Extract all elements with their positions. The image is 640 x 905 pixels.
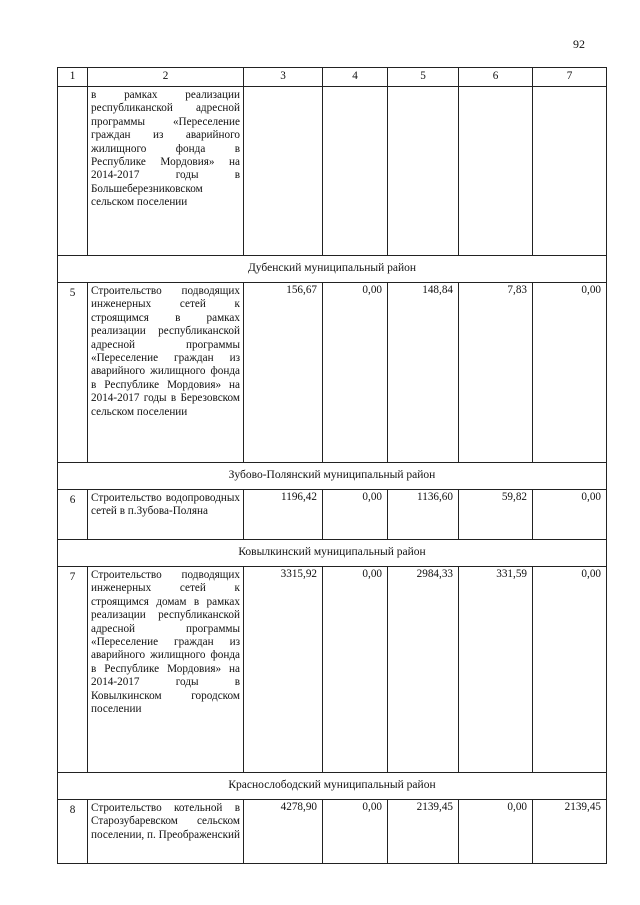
value-cell: 2139,45 bbox=[388, 800, 459, 864]
value-cell: 0,00 bbox=[533, 283, 607, 463]
section-title: Краснослободский муниципальный район bbox=[58, 773, 607, 800]
row-description: Строительство водопроводных сетей в п.Зубова-Поляна bbox=[88, 490, 244, 540]
header-cell: 4 bbox=[323, 68, 388, 87]
table-row bbox=[58, 283, 607, 463]
value-cell: 0,00 bbox=[533, 567, 607, 773]
value-cell: 7,83 bbox=[459, 283, 533, 463]
table-row bbox=[58, 490, 607, 540]
section-header-row bbox=[58, 256, 607, 283]
value-cell: 59,82 bbox=[459, 490, 533, 540]
section-title: Дубенский муниципальный район bbox=[58, 256, 607, 283]
header-cell: 2 bbox=[88, 68, 244, 87]
section-header-row bbox=[58, 540, 607, 567]
header-cell: 7 bbox=[533, 68, 607, 87]
table-row bbox=[58, 567, 607, 773]
value-cell: 0,00 bbox=[323, 283, 388, 463]
value-cell: 1196,42 bbox=[244, 490, 323, 540]
section-header-row bbox=[58, 463, 607, 490]
section-title: Ковылкинский муниципальный район bbox=[58, 540, 607, 567]
header-cell: 1 bbox=[58, 68, 88, 87]
value-cell: 0,00 bbox=[323, 800, 388, 864]
section-header-row bbox=[58, 773, 607, 800]
row-number: 8 bbox=[58, 800, 88, 864]
value-cell: 3315,92 bbox=[244, 567, 323, 773]
value-cell: 0,00 bbox=[323, 567, 388, 773]
budget-table bbox=[57, 67, 607, 864]
section-title: Зубово-Полянский муниципальный район bbox=[58, 463, 607, 490]
value-cell: 148,84 bbox=[388, 283, 459, 463]
value-cell: 0,00 bbox=[533, 490, 607, 540]
value-cell: 1136,60 bbox=[388, 490, 459, 540]
value-cell: 331,59 bbox=[459, 567, 533, 773]
row-number: 7 bbox=[58, 567, 88, 773]
value-cell: 4278,90 bbox=[244, 800, 323, 864]
header-row bbox=[58, 68, 607, 87]
value-cell: 0,00 bbox=[459, 800, 533, 864]
continuation-text: в рамках реализации республиканской адресной программы «Переселение граждан из аварийного жилищного фонда в Республике Мордовия» на 2014-2017 годы в Большеберезниковском сельском поселении bbox=[88, 87, 244, 256]
row-description: Строительство подводящих инженерных сетей к строящимся домам в рамках реализации республиканской адресной программы «Переселение граждан из аварийного жилищного фонда в Республике Мордовия» на 2014-2017 годы в Ковылкинском городском поселении bbox=[88, 567, 244, 773]
value-cell: 2984,33 bbox=[388, 567, 459, 773]
header-cell: 6 bbox=[459, 68, 533, 87]
row-number: 6 bbox=[58, 490, 88, 540]
header-cell: 5 bbox=[388, 68, 459, 87]
value-cell: 2139,45 bbox=[533, 800, 607, 864]
row-description: Строительство подводящих инженерных сетей к строящимся в рамках реализации республиканской адресной программы «Переселение граждан из аварийного жилищного фонда в Республике Мордовия» на 2014-2017 годы в Березовском сельском поселении bbox=[88, 283, 244, 463]
header-cell: 3 bbox=[244, 68, 323, 87]
value-cell: 156,67 bbox=[244, 283, 323, 463]
row-number: 5 bbox=[58, 283, 88, 463]
table-row bbox=[58, 800, 607, 864]
row-description: Строительство котельной в Старозубаревском сельском поселении, п. Преображенский bbox=[88, 800, 244, 864]
page-number: 92 bbox=[573, 37, 585, 51]
continuation-row bbox=[58, 87, 607, 256]
value-cell: 0,00 bbox=[323, 490, 388, 540]
